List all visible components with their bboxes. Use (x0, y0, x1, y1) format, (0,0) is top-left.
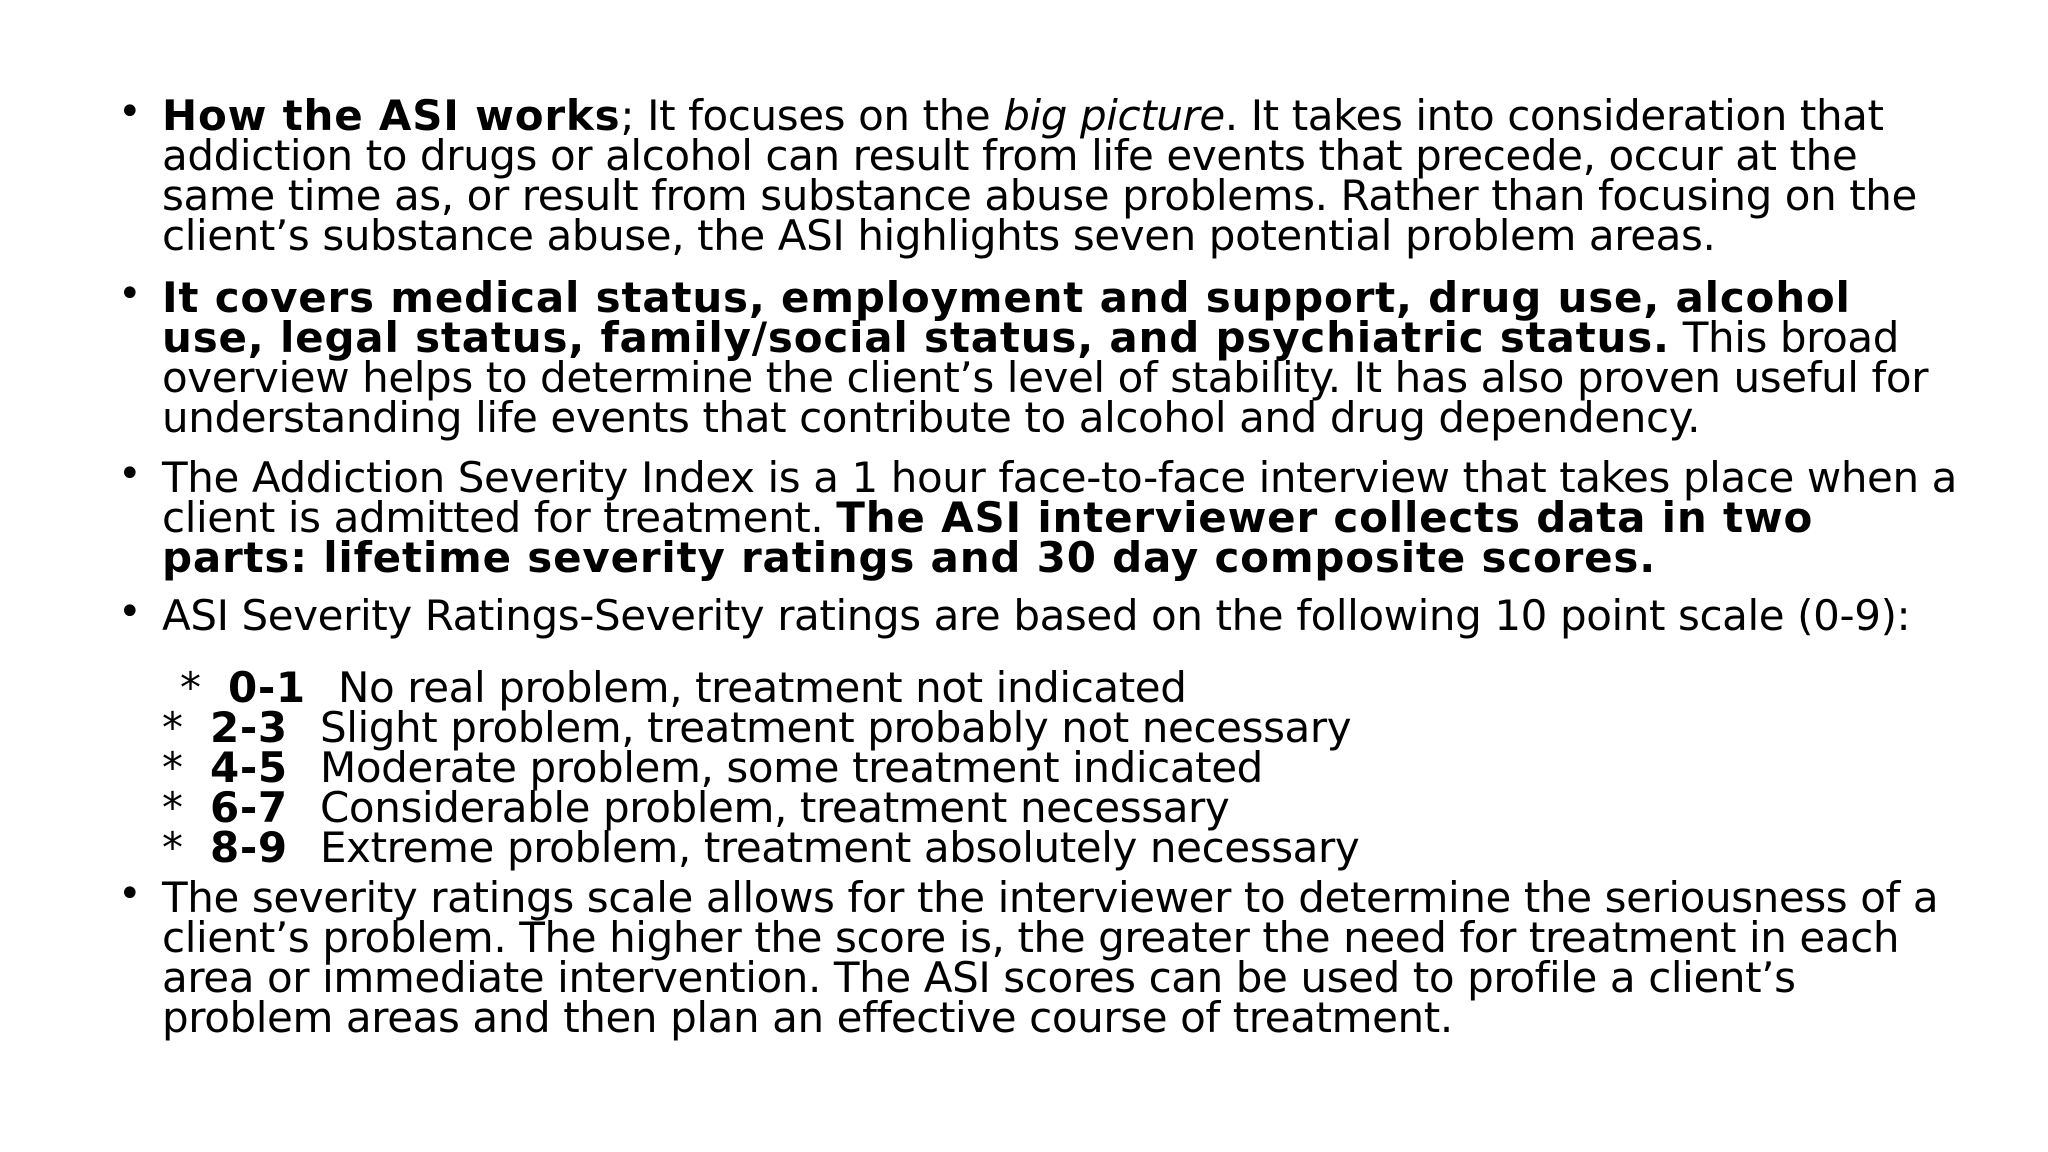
scale-range: 0-1 (228, 663, 306, 712)
scale-description: Extreme problem, treatment absolutely necessary (320, 823, 1360, 872)
scale-marker: * (162, 783, 183, 832)
bullet-lead-bold: It covers medical status, employment and support, drug use, alcohol use, legal status, family/social status, and psychiatric status. (162, 273, 1851, 362)
scale-range: 4-5 (210, 743, 288, 792)
scale-range: 6-7 (210, 783, 288, 832)
scale-description: Slight problem, treatment probably not necessary (320, 703, 1352, 752)
bullet-severity-scale-use (118, 871, 1958, 1042)
scale-description: No real problem, treatment not indicated (338, 663, 1187, 712)
scale-row (162, 703, 1359, 752)
bullet-list-final (118, 871, 1958, 1042)
bullet-how-asi-works (118, 89, 1958, 260)
bullet-trail-bold: The ASI interviewer collects data in two parts: lifetime severity ratings and 30 day composite scores. (162, 493, 1814, 582)
scale-row (162, 663, 1359, 712)
scale-row (162, 823, 1360, 872)
bullet-italic: big picture (1003, 91, 1225, 140)
scale-marker: * (162, 703, 183, 752)
scale-description: Considerable problem, treatment necessary (320, 783, 1230, 832)
bullet-text: ; It focuses on the (620, 91, 1004, 140)
bullet-text: . It takes into consideration that addiction to drugs or alcohol can result from life events that precede, occur at the same time as, or result from substance abuse problems. Rather than focusing on the client’s substance abuse, the ASI highlights seven potential problem areas. (162, 91, 1917, 260)
bullet-text: The Addiction Severity Index is a 1 hour face-to-face interview that takes place when a client is admitted for treatment. (162, 453, 1957, 542)
scale-row (162, 743, 1359, 792)
bullet-dot-icon: • (118, 871, 142, 917)
bullet-dot-icon: • (118, 89, 142, 135)
bullet-dot-icon: • (118, 589, 142, 635)
scale-description: Moderate problem, some treatment indicated (320, 743, 1263, 792)
bullet-lead-bold: How the ASI works (162, 91, 621, 140)
scale-row (162, 783, 1359, 832)
bullet-coverage (118, 271, 1958, 442)
scale-range: 2-3 (210, 703, 288, 752)
bullet-text: This broad overview helps to determine the client’s level of stability. It has also proven useful for understanding life events that contribute to alcohol and drug dependency. (162, 313, 1929, 442)
bullet-dot-icon: • (118, 451, 142, 497)
bullet-list (118, 89, 1958, 646)
scale-range: 8-9 (210, 823, 288, 872)
bullet-text: ASI Severity Ratings-Severity ratings are based on the following 10 point scale (0-9): (162, 591, 1911, 640)
severity-scale-list (162, 663, 1360, 872)
bullet-interview (118, 451, 1958, 582)
bullet-dot-icon: • (118, 271, 142, 317)
scale-marker: * (162, 823, 183, 872)
scale-marker: * (162, 743, 183, 792)
bullet-text: The severity ratings scale allows for the interviewer to determine the seriousness of a client’s problem. The higher the score is, the greater the need for treatment in each area or immediate intervention. The ASI scores can be used to profile a client’s problem areas and then plan an effective course of treatment. (162, 873, 1939, 1042)
bullet-severity-ratings (118, 589, 1958, 640)
scale-marker: * (180, 663, 201, 712)
